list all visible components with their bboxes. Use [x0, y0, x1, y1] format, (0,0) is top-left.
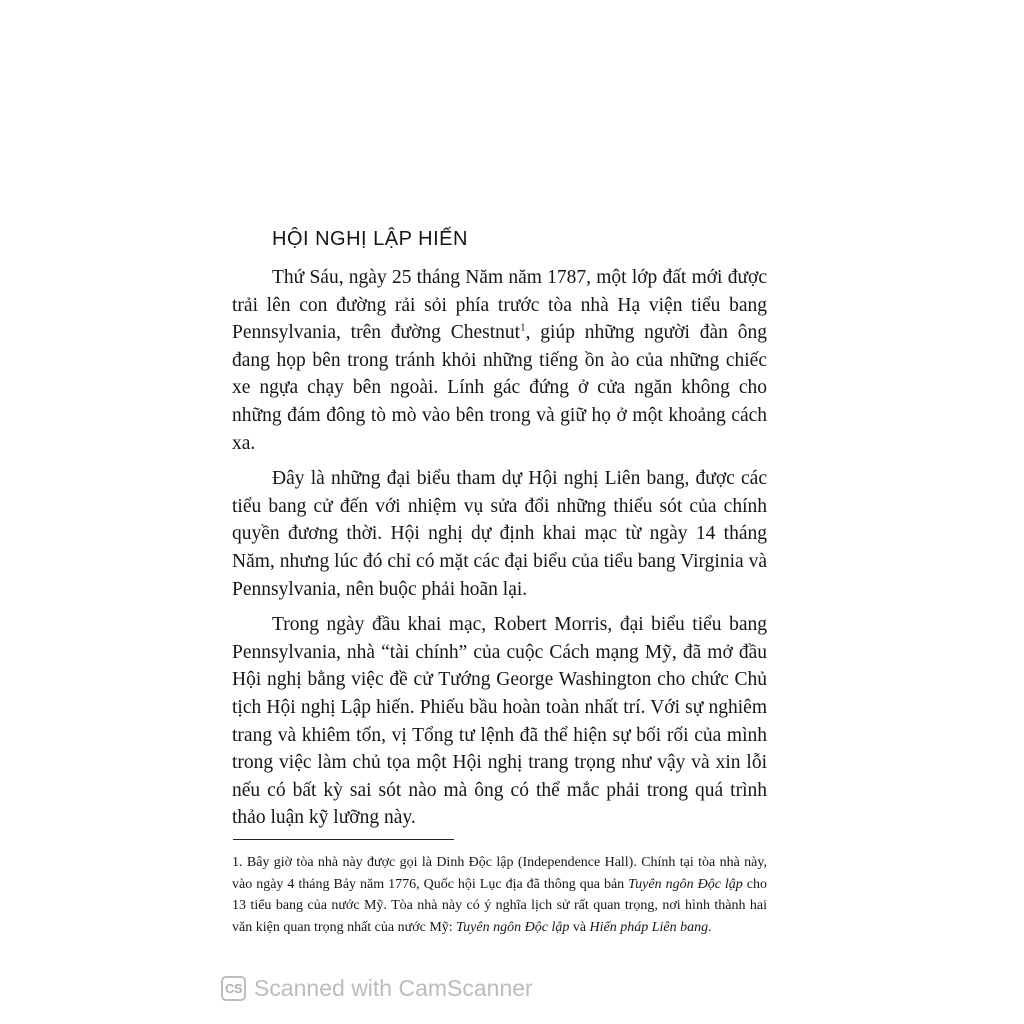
paragraph-1: [232, 264, 767, 457]
watermark-text: Scanned with CamScanner: [254, 974, 533, 1001]
paragraph-3: Trong ngày đầu khai mạc, Robert Morris, đại biểu tiểu bang Pennsylvania, nhà “tài chính” của cuộc Cách mạng Mỹ, đã mở đầu Hội nghị bằng việc đề cử Tướng George Washington cho chức Chủ tịch Hội nghị Lập hiến. Phiếu bầu hoàn toàn nhất trí. Với sự nghiêm trang và khiêm tốn, vị Tổng tư lệnh đã thể hiện sự bối rối của mình trong việc làm chủ tọa một Hội nghị trang trọng như vậy và xin lỗi nếu có bất kỳ sai sót nào mà ông có thể mắc phải trong quá trình thảo luận kỹ lưỡng này.: [232, 614, 767, 829]
paragraph-1-text-b: , giúp những người đàn ông đang họp bên trong tránh khỏi những tiếng ồn ào của những chiếc xe ngựa chạy bên ngoài. Lính gác đứng ở cửa ngăn không cho những đám đông tò mò vào bên trong và giữ họ ở một khoảng cách xa.: [232, 322, 767, 454]
footnote: [232, 852, 767, 938]
footnote-text-2: cho 13 tiểu bang của nước Mỹ. Tòa nhà này có ý nghĩa lịch sử rất quan trọng, nơi hình thành hai văn kiện quan trọng nhất của nước Mỹ:: [232, 876, 768, 935]
footnote-text-1: 1. Bây giờ tòa nhà này được gọi là Dinh Độc lập (Independence Hall). Chính tại tòa nhà này, vào ngày 4 tháng Bảy năm 1776, Quốc hội Lục địa đã thông qua bản: [232, 855, 767, 892]
paragraph-1-text-a: Thứ Sáu, ngày 25 tháng Năm năm 1787, một lớp đất mới được trải lên con đường rải sỏi phía trước tòa nhà Hạ viện tiểu bang Pennsylvania, trên đường Chestnut: [232, 267, 767, 344]
footnote-italic-1: Tuyên ngôn Độc lập: [628, 876, 743, 892]
body-text: [232, 264, 767, 840]
paragraph-2: Đây là những đại biểu tham dự Hội nghị Liên bang, được các tiểu bang cử đến với nhiệm vụ sửa đổi những thiếu sót của chính quyền đương thời. Hội nghị dự định khai mạc từ ngày 14 tháng Năm, nhưng lúc đó chỉ có mặt các đại biểu của tiểu bang Virginia và Pennsylvania, nên buộc phải hoãn lại.: [232, 468, 767, 600]
footnote-divider: [233, 839, 454, 840]
footnote-marker: 1: [520, 321, 526, 334]
footnote-text-4: .: [708, 919, 712, 935]
footnote-italic-3: Hiến pháp Liên bang: [589, 919, 709, 935]
chapter-heading: HỘI NGHỊ LẬP HIẾN: [272, 228, 468, 250]
camscanner-watermark: [221, 973, 533, 1003]
footnote-italic-2: Tuyên ngôn Độc lập: [456, 919, 570, 935]
footnote-text-3: và: [569, 919, 590, 935]
camscanner-logo-icon: CS: [221, 976, 246, 1001]
